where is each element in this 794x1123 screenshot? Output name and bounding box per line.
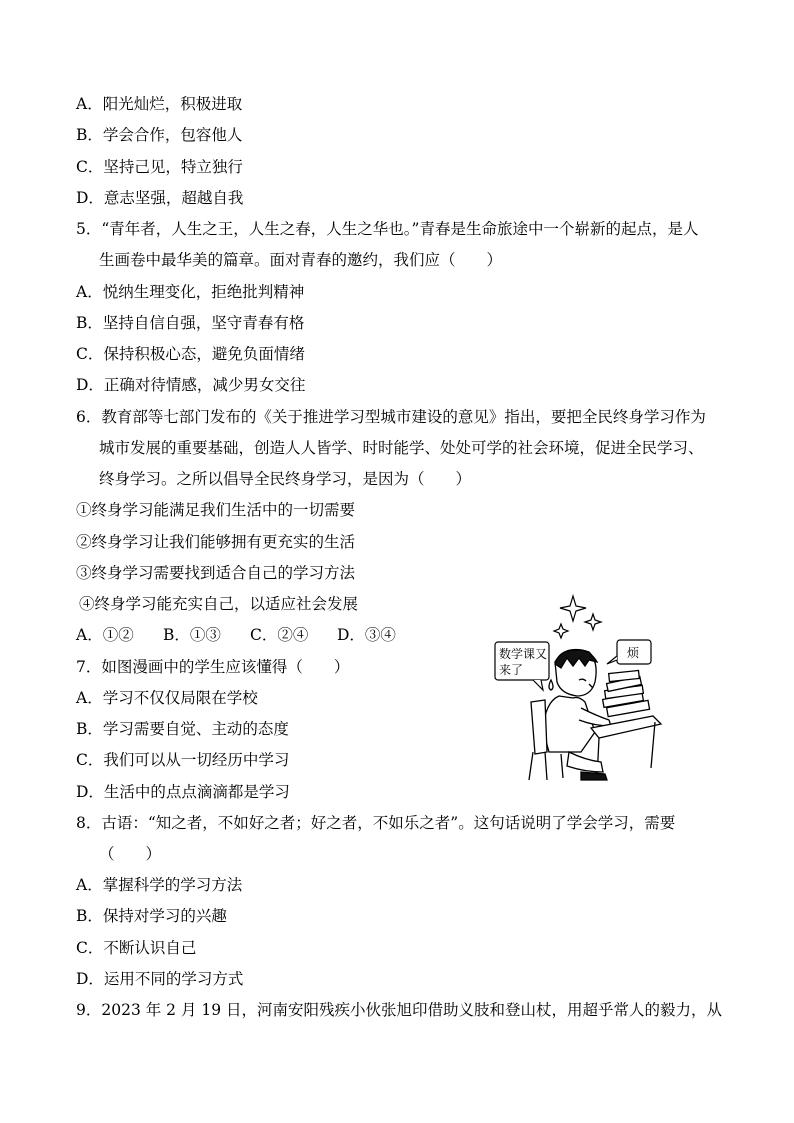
q7-option-d: D．生活中的点点滴滴都是学习: [76, 783, 290, 801]
q9-stem-line1: 9．2023 年 2 月 19 日，河南安阳残疾小伙张旭印借助义肢和登山杖，用超乎常人的毅力，从: [76, 1001, 723, 1019]
q6-stem-line2: 城市发展的重要基础，创造人人皆学、时时能学、处处可学的社会环境，促进全民学习、: [99, 439, 704, 457]
q6-choices: [76, 625, 396, 645]
q6-statement-1: ①终身学习能满足我们生活中的一切需要: [76, 501, 356, 519]
cartoon-illustration: [485, 592, 665, 787]
q8-stem-line1: 8．古语：“知之者，不如好之者；好之者，不如乐之者”。这句话说明了学会学习，需要: [76, 814, 676, 832]
q6-choice-c: C．②④: [250, 626, 309, 644]
q5-option-c: C．保持积极心态，避免负面情绪: [76, 345, 305, 363]
q8-stem-line2: （ ）: [99, 845, 162, 863]
q5-option-b: B．坚持自信自强，坚守青春有格: [76, 314, 305, 332]
q7-option-a: A．学习不仅仅局限在学校: [76, 689, 258, 707]
q4-option-a: A．阳光灿烂，积极进取: [76, 95, 243, 113]
q5-stem-line1: 5．“青年者，人生之王，人生之春，人生之华也。”青春是生命旅途中一个崭新的起点，是人: [76, 220, 699, 238]
q8-option-c: C．不断认识自己: [76, 939, 197, 957]
q5-option-d: D．正确对待情感，减少男女交往: [76, 376, 306, 394]
q7-stem: 7．如图漫画中的学生应该懂得（ ）: [76, 658, 350, 676]
q6-stem-line3: 终身学习。之所以倡导全民终身学习，是因为（ ）: [99, 470, 472, 488]
bubble-left-line2: 来了: [499, 663, 524, 677]
q6-choice-b: B．①③: [163, 626, 221, 644]
q6-statement-3: ③终身学习需要找到适合自己的学习方法: [76, 564, 356, 582]
q6-stem-line1: 6．教育部等七部门发布的《关于推进学习型城市建设的意见》指出，要把全民终身学习作为: [76, 408, 706, 426]
q7-option-c: C．我们可以从一切经历中学习: [76, 751, 290, 769]
q6-statement-4: ④终身学习能充实自己，以适应社会发展: [79, 595, 359, 613]
q4-option-d: D．意志坚强，超越自我: [76, 189, 244, 207]
q4-option-b: B．学会合作，包容他人: [76, 126, 243, 144]
q5-option-a: A．悦纳生理变化，拒绝批判精神: [76, 283, 305, 301]
q6-statement-2: ②终身学习让我们能够拥有更充实的生活: [76, 533, 356, 551]
q4-option-c: C．坚持己见，特立独行: [76, 158, 243, 176]
star-icon: [554, 596, 601, 638]
q8-option-b: B．保持对学习的兴趣: [76, 907, 227, 925]
q7-option-b: B．学习需要自觉、主动的态度: [76, 720, 289, 738]
bubble-right-text: 烦: [627, 646, 640, 660]
q6-choice-a: A．①②: [76, 626, 134, 644]
q5-stem-line2: 生画卷中最华美的篇章。面对青春的邀约，我们应（ ）: [99, 251, 503, 269]
q6-choice-d: D．③④: [337, 626, 396, 644]
bubble-left-line1: 数学课又: [499, 647, 548, 661]
q8-option-d: D．运用不同的学习方式: [76, 970, 244, 988]
q8-option-a: A．掌握科学的学习方法: [76, 876, 243, 894]
